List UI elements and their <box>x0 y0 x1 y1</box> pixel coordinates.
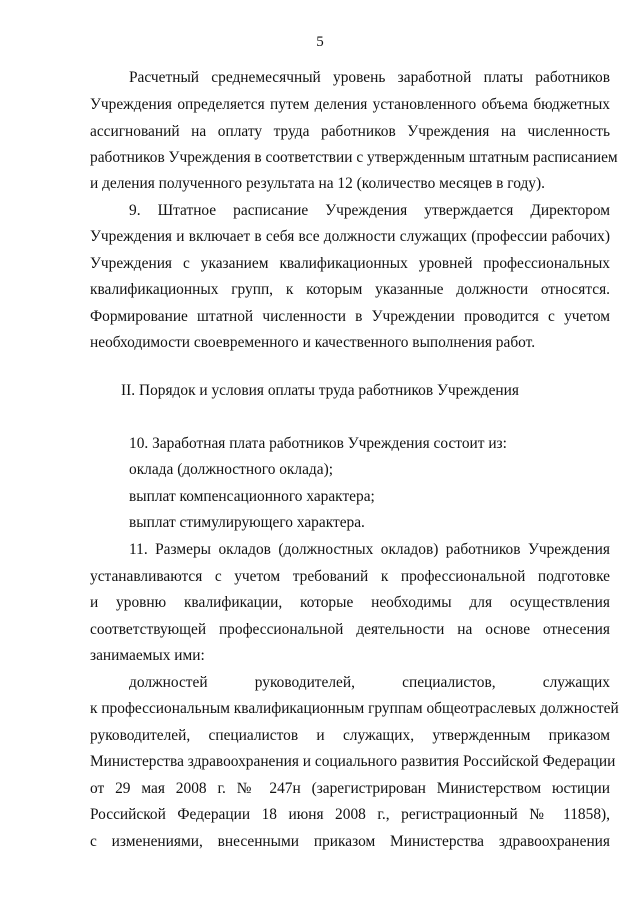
text-line: работников Учреждения в соответствии с утвержденным штатным расписанием <box>90 149 618 166</box>
text-line: должностей руководителей, специалистов, служащих <box>129 674 610 691</box>
text-line: Учреждения и включает в себя все должности служащих (профессии рабочих) <box>90 228 610 245</box>
text-line: Расчетный среднемесячный уровень заработной платы работников <box>129 69 610 86</box>
text-line: Учреждения с указанием квалификационных уровней профессиональных <box>90 255 610 272</box>
text-line: Российской Федерации 18 июня 2008 г., регистрационный № 11858), <box>90 806 610 823</box>
text-line: необходимости своевременного и качественного выполнения работ. <box>90 334 536 351</box>
text-line: от 29 мая 2008 г. № 247н (зарегистрирован Министерством юстиции <box>90 780 610 797</box>
text-line: устанавливаются с учетом требований к профессиональной подготовке <box>90 568 610 585</box>
text-line: к профессиональным квалификационным группам общеотраслевых должностей <box>90 700 619 717</box>
text-line: Формирование штатной численности в Учреждении проводится с учетом <box>90 308 610 325</box>
text-line: с изменениями, внесенными приказом Министерства здравоохранения <box>90 833 610 850</box>
text-line: 9. Штатное расписание Учреждения утверждается Директором <box>129 202 610 219</box>
text-line: занимаемых ими: <box>90 647 205 664</box>
section-heading: II. Порядок и условия оплаты труда работников Учреждения <box>121 382 519 399</box>
text-line: квалификационных групп, к которым указанные должности относятся. <box>90 281 610 298</box>
text-line: Учреждения определяется путем деления установленного объема бюджетных <box>90 96 610 113</box>
text-line: и деления полученного результата на 12 (количество месяцев в году). <box>90 175 545 192</box>
list-item: оклада (должностного оклада); <box>129 461 333 478</box>
list-item: выплат компенсационного характера; <box>129 488 375 505</box>
text-line: Министерства здравоохранения и социального развития Российской Федерации <box>90 753 616 770</box>
text-line: 10. Заработная плата работников Учреждения состоит из: <box>129 435 507 452</box>
text-line: ассигнований на оплату труда работников Учреждения на численность <box>90 123 610 140</box>
text-line: и уровню квалификации, которые необходимы для осуществления <box>90 594 610 611</box>
list-item: выплат стимулирующего характера. <box>129 514 365 531</box>
text-line: 11. Размеры окладов (должностных окладов) работников Учреждения <box>129 541 610 558</box>
page-number: 5 <box>316 34 324 50</box>
text-line: руководителей, специалистов и служащих, утвержденным приказом <box>90 727 610 744</box>
text-line: соответствующей профессиональной деятельности на основе отнесения <box>90 621 610 638</box>
